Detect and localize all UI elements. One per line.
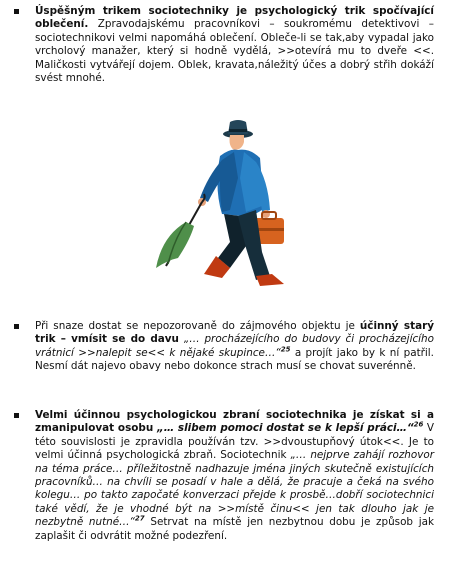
footnote-ref: 26 (413, 420, 424, 429)
footnote-ref: 27 (134, 514, 145, 523)
bullet-item-manipulation (14, 409, 434, 543)
bullet-marker (14, 9, 19, 14)
paragraph-lead-quote: „… slibem pomoci dostat se k lepší práci…“ (157, 422, 414, 435)
paragraph-intro: Při snaze dostat se nepozorovaně do zájmového objektu je (35, 320, 360, 332)
paragraph-lead: Velmi účinnou psychologickou zbraní sociotechnika je získat si a zmanipulovat osobu (35, 409, 434, 435)
paragraph-quote: „… procházejícího do budovy či procházejícího vrátnicí >>nalepit se<< k nějaké skupince…“ (35, 333, 434, 359)
paragraph (35, 5, 434, 85)
bullet-item-clothing (14, 5, 434, 85)
bullet-item-crowd (14, 320, 434, 374)
paragraph (35, 409, 434, 543)
footnote-ref: 25 (280, 345, 291, 354)
paragraph-lead: účinný starý trik – vmísit se do davu (35, 320, 434, 346)
bullet-marker (14, 324, 19, 329)
bullet-marker (14, 413, 19, 418)
paragraph-body: Zpravodajskému pracovníkovi – soukromému detektivovi – sociotechnikovi velmi napomáhá oblečení. Obleče-li se tak,aby vypadal jako vrcholový manažer, který si hodně vydělá, >>otevírá mu to dveře <<. Maličkosti vytvářejí dojem. Oblek, kravata,náležitý účes a dobrý střih dokáží svést mnohé. (35, 18, 434, 85)
paragraph-body: a projít jako by k ní patřil. Nesmí dát najevo obavy nebo dokonce strach musí se chovat suverénně. (35, 346, 434, 373)
paragraph-body: Setrvat na místě jen nezbytnou dobu je způsob jak zaplašit či odvrátit možné podezření. (35, 516, 434, 542)
paragraph (35, 320, 434, 374)
businessman-clipart-icon (138, 118, 306, 294)
paragraph-lead: Úspěšným trikem sociotechniky je psychologický trik spočívající oblečení. (35, 5, 434, 31)
paragraph-mid: V této souvislosti je zpravidla používán tzv. >>dvoustupňový útok<<. Je to velmi účinná psychologická zbraň. Sociotechnik (35, 422, 435, 462)
paragraph-quote: „… nejprve zahájí rozhovor na téma práce… příležitostně nadhazuje jména jiných skutečně existujících pracovníků… na chvíli se posadí v hale a dělá, že pracuje a čeká na svého kolegu… po takto započaté konverzaci přejde k prosbě…dobří sociotechnici také vědí, že je vhodné být na >>místě činu<< jen tak dlouho jak je nezbytně nutné…“ (35, 449, 435, 529)
